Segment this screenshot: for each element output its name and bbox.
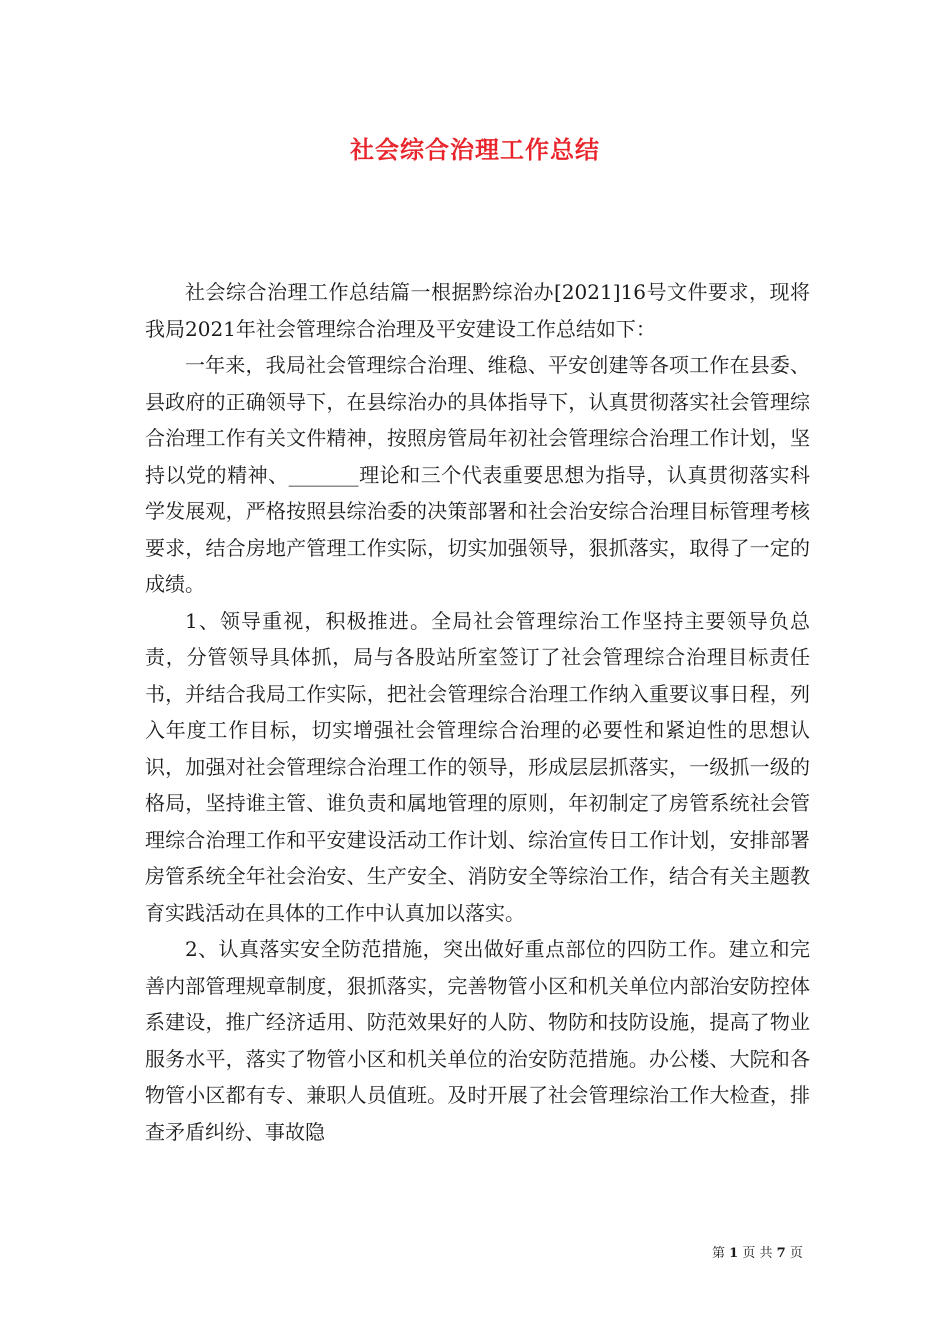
page-number-footer xyxy=(712,1245,832,1263)
paragraph-section-1: 1、领导重视，积极推进。全局社会管理综治工作坚持主要领导负总责，分管领导具体抓，局与各股站所室签订了社会管理综合治理目标责任书，并结合我局工作实际，把社会管理综合治理工作纳入重要议事日程，列入年度工作目标，切实增强社会管理综合治理的必要性和紧迫性的思想认识，加强对社会管理综合治理工作的领导，形成层层抓落实，一级抓一级的格局，坚持谁主管、谁负责和属地管理的原则，年初制定了房管系统社会管理综合治理工作和平安建设活动工作计划、综治宣传日工作计划，安排部署房管系统全年社会治安、生产安全、消防安全等综治工作，结合有关主题教育实践活动在具体的工作中认真加以落实。 xyxy=(145,608,810,925)
paragraph-section-2: 2、认真落实安全防范措施，突出做好重点部位的四防工作。建立和完善内部管理规章制度，狠抓落实，完善物管小区和机关单位内部治安防控体系建设，推广经济适用、防范效果好的人防、物防和技防设施，提高了物业服务水平，落实了物管小区和机关单位的治安防范措施。办公楼、大院和各物管小区都有专、兼职人员值班。及时开展了社会管理综治工作大检查，排查矛盾纠纷、事故隐 xyxy=(145,937,810,1144)
document-body xyxy=(145,274,810,1150)
document-title: 社会综合治理工作总结 xyxy=(350,135,600,164)
footer-prefix: 第 xyxy=(712,1246,726,1261)
footer-suffix: 页 xyxy=(789,1246,803,1261)
paragraph-intro: 社会综合治理工作总结篇一根据黔综治办[2021]16号文件要求，现将我局2021年社会管理综合治理及平安建设工作总结如下： xyxy=(145,280,810,341)
footer-middle: 页 共 xyxy=(742,1246,773,1261)
paragraph-overview: 一年来，我局社会管理综合治理、维稳、平安创建等各项工作在县委、县政府的正确领导下，在县综治办的具体指导下，认真贯彻落实社会管理综合治理工作有关文件精神，按照房管局年初社会管理综合治理工作计划，坚持以党的精神、_______理论和三个代表重要思想为指导，认真贯彻落实科学发展观，严格按照县综治委的决策部署和社会治安综合治理目标管理考核要求，结合房地产管理工作实际，切实加强领导，狠抓落实，取得了一定的成绩。 xyxy=(145,353,810,596)
footer-current-page: 1 xyxy=(729,1246,739,1261)
footer-total-pages: 7 xyxy=(776,1246,786,1261)
